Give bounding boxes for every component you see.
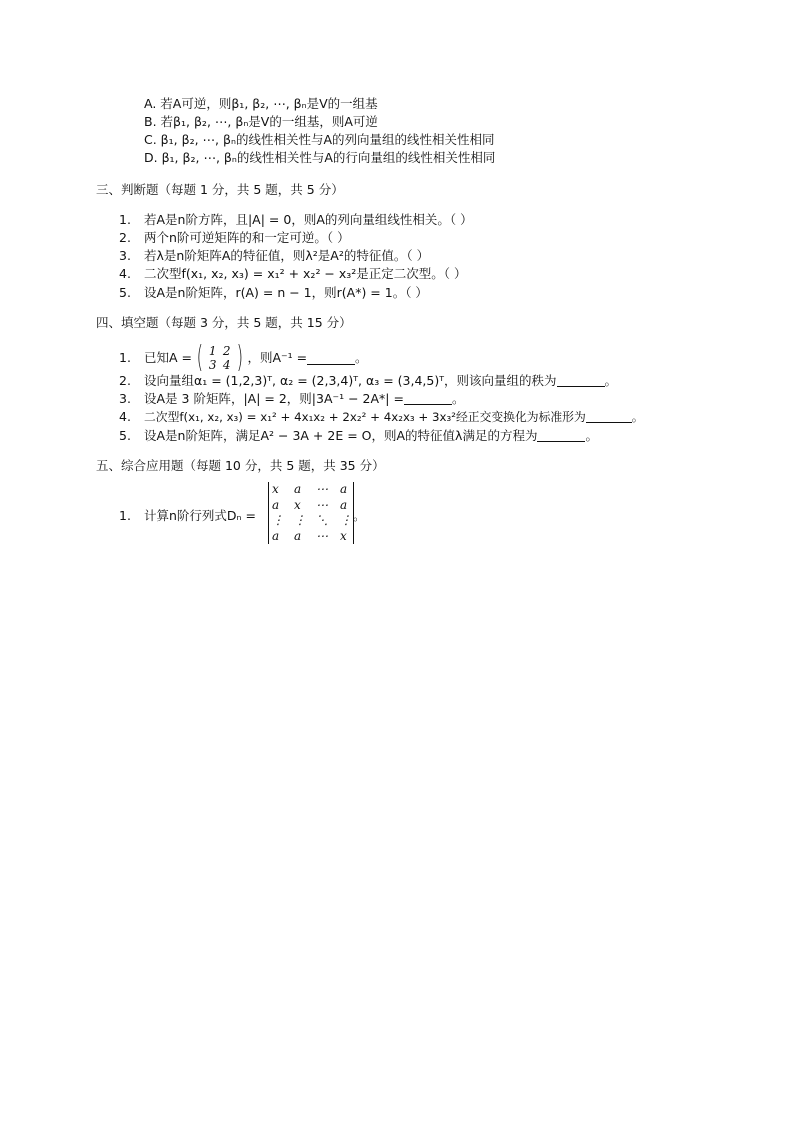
det-entry: ⋯ <box>316 497 328 512</box>
question-number: 2. <box>119 373 131 388</box>
question-number: 5. <box>119 285 131 300</box>
question-number: 2. <box>119 230 131 245</box>
question-prefix: 已知A = <box>144 350 192 365</box>
section-5-title: 五、综合应用题（每题 10 分，共 5 题，共 35 分） <box>96 458 385 473</box>
det-entry: a <box>340 482 348 496</box>
det-entry: ⋯ <box>316 482 328 496</box>
det-entry: a <box>272 497 280 512</box>
det-entry: ⋯ <box>316 528 328 543</box>
question-text: 若A是n阶方阵，且|A| = 0，则A的列向量组线性相关。（ ） <box>144 212 473 227</box>
question-text: 设A是n阶矩阵，r(A) = n − 1，则r(A*) = 1。（ ） <box>144 285 428 300</box>
question-number: 4. <box>119 409 131 424</box>
option-c: C. β₁, β₂, ⋯, βₙ的线性相关性与A的列向量组的线性相关性相同 <box>144 132 495 147</box>
answer-blank[interactable] <box>586 410 632 423</box>
question-number: 5. <box>119 428 131 443</box>
det-entry: a <box>340 497 348 512</box>
question-text: 若λ是n阶矩阵A的特征值，则λ²是A²的特征值。（ ） <box>144 248 430 263</box>
det-entry: x <box>294 497 301 512</box>
answer-blank[interactable] <box>404 392 452 405</box>
det-entry: ⋱ <box>316 513 328 527</box>
matrix-entry: 1 <box>208 344 217 358</box>
question-prefix: 计算n阶行列式Dₙ = <box>144 508 256 523</box>
question-end: 。 <box>353 508 366 523</box>
det-entry: ⋮ <box>294 513 306 527</box>
det-entry: a <box>294 528 302 543</box>
section-4-title: 四、填空题（每题 3 分，共 5 题，共 15 分） <box>96 315 352 330</box>
question-end: 。 <box>355 350 368 365</box>
det-entry: a <box>272 528 280 543</box>
det-entry: ⋮ <box>272 513 284 527</box>
question-body: 设向量组α₁ = (1,2,3)ᵀ, α₂ = (2,3,4)ᵀ, α₃ = (3,4,5)ᵀ，则该向量组的秩为 <box>144 373 557 388</box>
determinant-entries <box>269 482 353 544</box>
question-middle: ，则A⁻¹ = <box>247 350 308 365</box>
question-text <box>144 391 464 407</box>
matrix-entry: 2 <box>222 344 231 358</box>
question-number: 4. <box>119 266 131 281</box>
question-body: 设A是 3 阶矩阵，|A| = 2，则|3A⁻¹ − 2A*| = <box>144 391 404 406</box>
question-end: 。 <box>604 373 618 388</box>
determinant <box>268 482 354 544</box>
det-entry: x <box>340 528 347 543</box>
question-end: 。 <box>585 428 598 443</box>
question-text: 二次型f(x₁, x₂, x₃) = x₁² + x₂² − x₃²是正定二次型。（ ） <box>144 266 467 281</box>
question-number: 3. <box>119 391 131 406</box>
question-end: 。 <box>631 410 644 424</box>
question-body: 设A是n阶矩阵，满足A² − 3A + 2E = O，则A的特征值λ满足的方程为 <box>144 428 538 443</box>
option-b: B. 若β₁, β₂, ⋯, βₙ是V的一组基，则A可逆 <box>144 114 378 129</box>
matrix-entry: 3 <box>208 358 217 372</box>
det-entry: x <box>272 482 279 496</box>
question-number: 3. <box>119 248 131 263</box>
answer-blank[interactable] <box>307 352 355 365</box>
matrix-entries <box>206 344 234 372</box>
question-number: 1. <box>119 212 131 227</box>
left-paren: ( <box>196 340 204 375</box>
question-body: 二次型f(x₁, x₂, x₃) = x₁² + 4x₁x₂ + 2x₂² + 4x₂x₃ + 3x₃²经正交变换化为标准形为 <box>144 410 586 424</box>
question-text <box>144 409 644 425</box>
section-3-title: 三、判断题（每题 1 分，共 5 题，共 5 分） <box>96 182 344 197</box>
question-text <box>144 341 368 375</box>
question-text <box>144 373 617 389</box>
det-entry: a <box>294 482 302 496</box>
matrix-2x2 <box>194 340 245 375</box>
question-number: 1. <box>119 508 131 523</box>
question-end: 。 <box>451 391 465 406</box>
answer-blank[interactable] <box>537 429 585 442</box>
option-a: A. 若A可逆，则β₁, β₂, ⋯, βₙ是V的一组基 <box>144 96 378 111</box>
det-entry: ⋮ <box>340 513 352 527</box>
option-d: D. β₁, β₂, ⋯, βₙ的线性相关性与A的行向量组的线性相关性相同 <box>144 150 496 165</box>
matrix-entry: 4 <box>222 358 231 372</box>
question-number: 1. <box>119 350 131 365</box>
right-paren: ) <box>236 340 243 375</box>
question-text: 两个n阶可逆矩阵的和一定可逆。（ ） <box>144 230 350 245</box>
answer-blank[interactable] <box>557 374 605 387</box>
question-text <box>144 428 598 444</box>
